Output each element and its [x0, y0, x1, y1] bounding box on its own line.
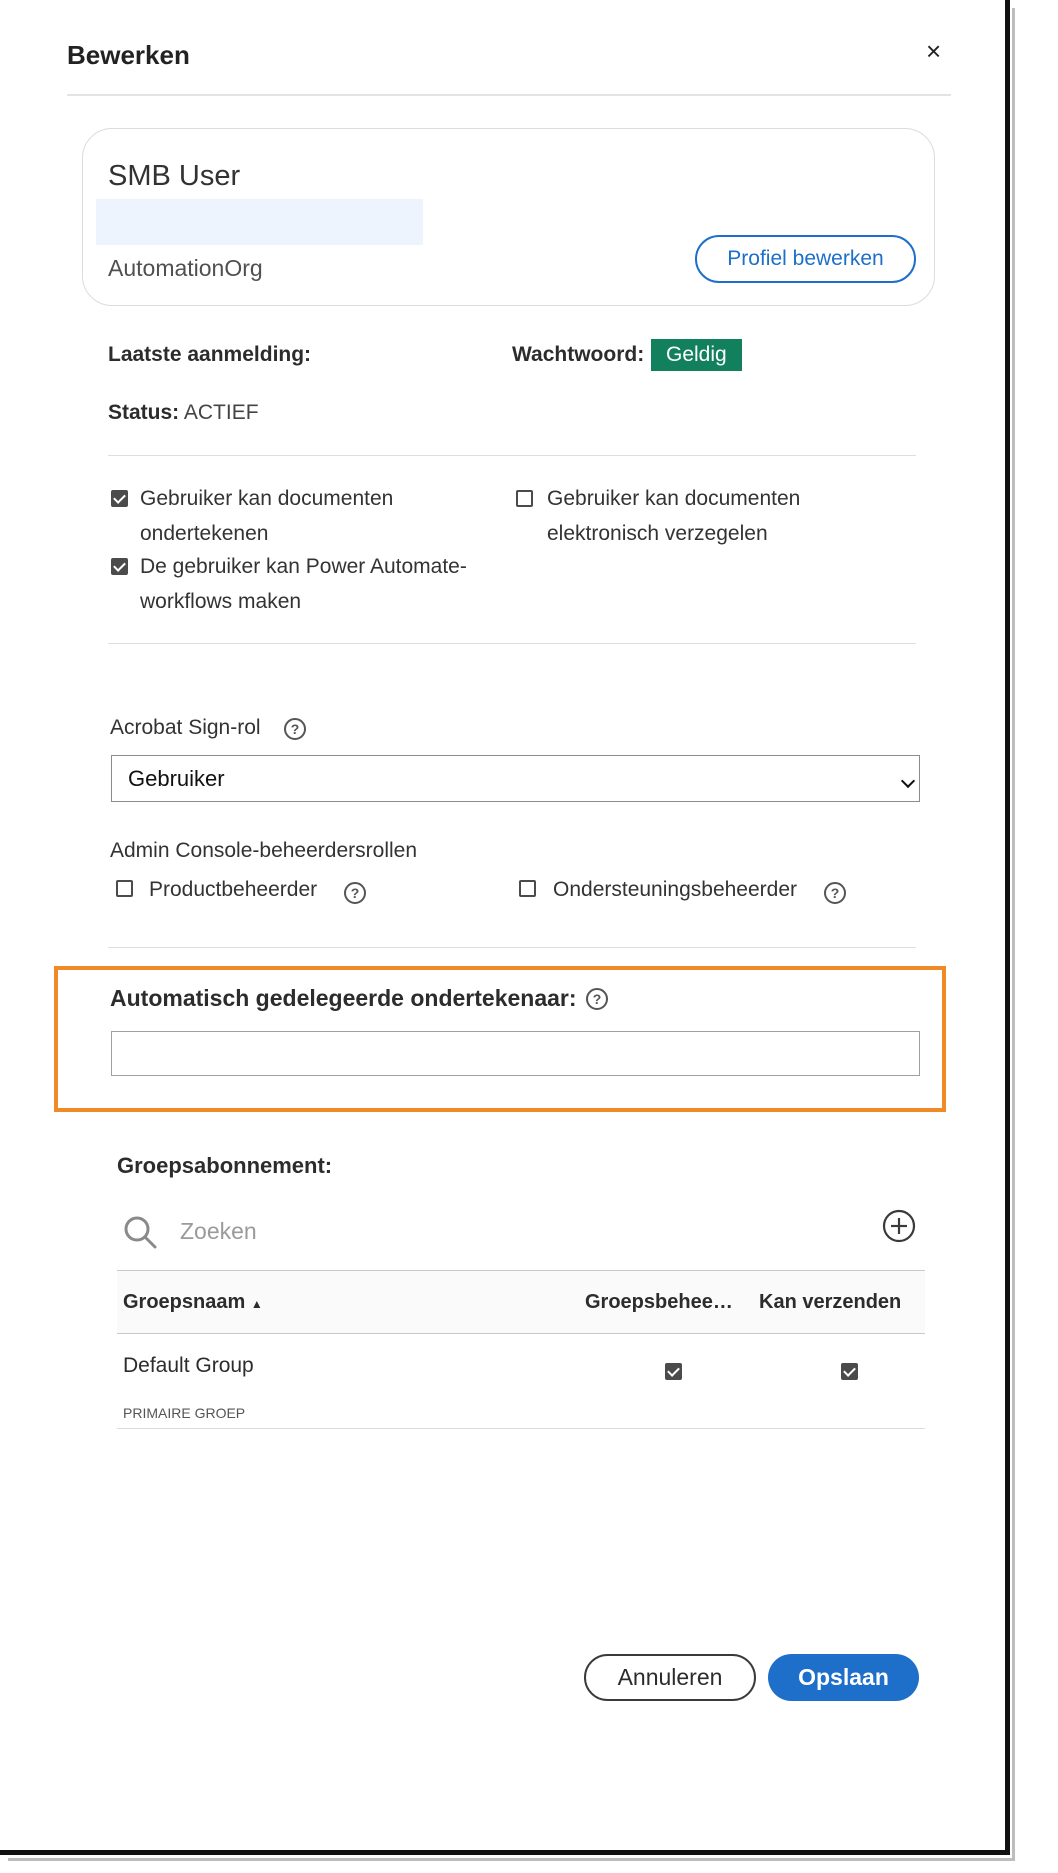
status-label: Status: — [108, 401, 180, 424]
divider — [108, 947, 916, 948]
sort-ascending-icon: ▲ — [250, 1297, 263, 1311]
organization-name: AutomationOrg — [108, 255, 263, 281]
perm-sign-label: Gebruiker kan documenten ondertekenen — [140, 487, 394, 545]
search-icon — [122, 1214, 158, 1250]
group-search-input[interactable]: Zoeken — [180, 1218, 257, 1244]
product-admin-checkbox[interactable] — [116, 880, 133, 897]
group-name-cell: Default Group — [123, 1354, 254, 1377]
sign-role-selected: Gebruiker — [128, 766, 225, 791]
support-admin-checkbox[interactable] — [519, 880, 536, 897]
sign-role-label: Acrobat Sign-rol — [110, 716, 261, 739]
perm-power-automate-checkbox[interactable] — [111, 558, 128, 575]
password-label: Wachtwoord: — [512, 343, 645, 366]
admin-roles-label: Admin Console-beheerdersrollen — [110, 839, 418, 862]
column-header-can-send[interactable]: Kan verzenden — [759, 1291, 902, 1313]
frame-shadow — [1012, 8, 1015, 1860]
status-line — [108, 401, 259, 425]
email-placeholder-field — [96, 199, 423, 245]
group-membership-label: Groepsabonnement: — [117, 1153, 333, 1178]
user-name: SMB User — [108, 160, 241, 192]
add-group-icon[interactable] — [882, 1209, 916, 1243]
sign-role-select[interactable] — [111, 755, 920, 802]
help-icon[interactable]: ? — [586, 988, 608, 1010]
delegate-signer-input[interactable] — [111, 1031, 920, 1076]
table-divider — [117, 1428, 925, 1429]
perm-seal-label: Gebruiker kan documenten elektronisch verzegelen — [547, 487, 801, 545]
delegate-signer-label: Automatisch gedelegeerde ondertekenaar: — [110, 985, 577, 1011]
column-header-group-name[interactable]: Groepsnaam ▲ — [123, 1291, 263, 1313]
divider — [108, 643, 916, 644]
dialog-title: Bewerken — [67, 40, 190, 70]
group-admin-checkbox[interactable] — [665, 1363, 682, 1380]
perm-sign-checkbox[interactable] — [111, 490, 128, 507]
edit-profile-button[interactable]: Profiel bewerken — [695, 235, 916, 283]
product-admin-label: Productbeheerder — [149, 878, 318, 901]
last-login-label: Laatste aanmelding: — [108, 343, 312, 366]
perm-power-automate-label: De gebruiker kan Power Automate- workflows maken — [140, 555, 467, 613]
column-header-group-admin[interactable]: Groepsbehee… — [585, 1291, 733, 1313]
can-send-checkbox[interactable] — [841, 1363, 858, 1380]
cancel-button[interactable]: Annuleren — [584, 1654, 756, 1701]
chevron-down-icon — [901, 774, 915, 788]
status-value: ACTIEF — [183, 401, 259, 424]
help-icon[interactable]: ? — [284, 718, 306, 740]
help-icon[interactable]: ? — [344, 882, 366, 904]
frame-shadow — [8, 1858, 1015, 1861]
table-divider — [117, 1333, 925, 1334]
primary-group-tag: PRIMAIRE GROEP — [123, 1405, 246, 1421]
close-icon[interactable]: × — [926, 36, 942, 66]
perm-seal-checkbox[interactable] — [516, 490, 533, 507]
support-admin-label: Ondersteuningsbeheerder — [553, 878, 798, 901]
password-status-badge: Geldig — [651, 339, 742, 371]
divider — [108, 455, 916, 456]
help-icon[interactable]: ? — [824, 882, 846, 904]
save-button[interactable]: Opslaan — [768, 1654, 919, 1701]
header-divider — [67, 94, 951, 96]
